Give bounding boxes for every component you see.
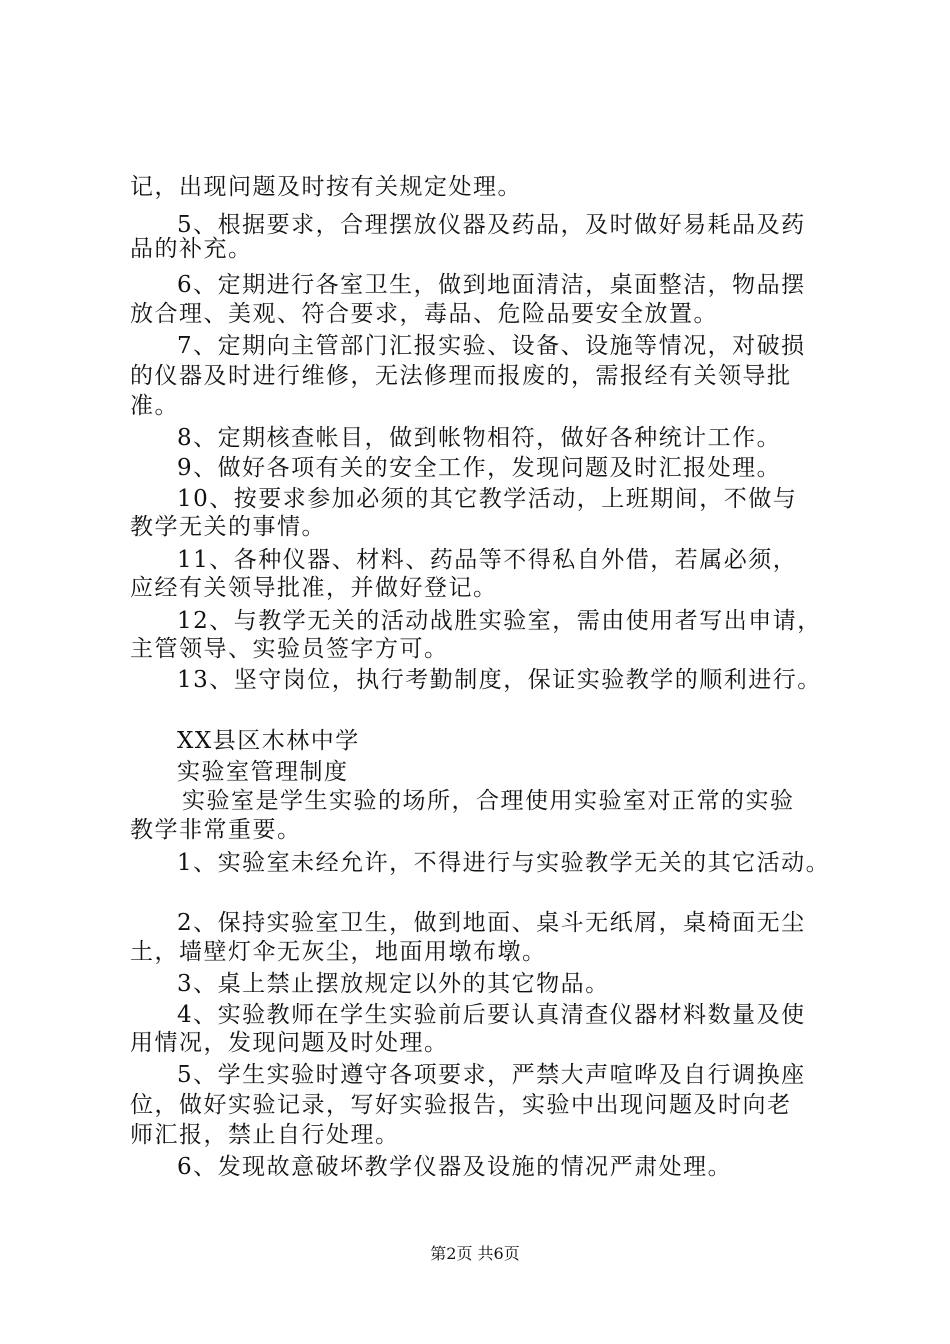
text-line: 10、按要求参加必须的其它教学活动，上班期间，不做与	[177, 486, 798, 512]
text-line: 用情况，发现问题及时处理。	[130, 1030, 449, 1056]
text-line: 2、保持实验室卫生，做到地面、桌斗无纸屑，桌椅面无尘	[177, 910, 806, 936]
text-line: 主管领导、实验员签字方可。	[130, 636, 449, 662]
text-line: 实验室是学生实验的场所，合理使用实验室对正常的实验	[182, 788, 795, 814]
text-line: 师汇报，禁止自行处理。	[130, 1122, 400, 1148]
text-line: 9、做好各项有关的安全工作，发现问题及时汇报处理。	[177, 455, 782, 481]
text-line: 教学无关的事情。	[130, 514, 326, 540]
text-line: 5、学生实验时遵守各项要求，严禁大声喧哗及自行调换座	[177, 1062, 806, 1088]
page-footer: 第2页 共6页	[430, 1244, 520, 1263]
text-line: 6、发现故意破坏教学仪器及设施的情况严肃处理。	[177, 1154, 733, 1180]
text-line: 12、与教学无关的活动战胜实验室，需由使用者写出申请，	[177, 608, 822, 634]
text-line: 1、实验室未经允许，不得进行与实验教学无关的其它活动。	[177, 850, 831, 876]
text-line: 位，做好实验记录，写好实验报告，实验中出现问题及时向老	[130, 1092, 792, 1118]
text-line: 11、各种仪器、材料、药品等不得私自外借，若属必须，	[177, 547, 798, 573]
text-line: 品的补充。	[130, 236, 253, 262]
text-line: 5、根据要求，合理摆放仪器及药品，及时做好易耗品及药	[177, 212, 806, 238]
text-line: 的仪器及时进行维修，无法修理而报废的，需报经有关领导批	[130, 363, 792, 389]
text-line: 土，墙壁灯伞无灰尘，地面用墩布墩。	[130, 939, 547, 965]
text-line: 4、实验教师在学生实验前后要认真清查仪器材料数量及使	[177, 1002, 806, 1028]
section-title: 实验室管理制度	[177, 759, 349, 785]
text-line: 准。	[130, 393, 179, 419]
text-line: 教学非常重要。	[130, 817, 302, 843]
text-line: 13、坚守岗位，执行考勤制度，保证实验教学的顺利进行。	[177, 667, 822, 693]
school-name: XX县区木林中学	[177, 728, 360, 754]
text-line: 应经有关领导批准，并做好登记。	[130, 575, 498, 601]
text-line: 3、桌上禁止摆放规定以外的其它物品。	[177, 971, 610, 997]
text-line: 记，出现问题及时按有关规定处理。	[130, 174, 522, 200]
text-line: 8、定期核查帐目，做到帐物相符，做好各种统计工作。	[177, 425, 782, 451]
text-line: 7、定期向主管部门汇报实验、设备、设施等情况，对破损	[177, 333, 806, 359]
text-line: 6、定期进行各室卫生，做到地面清洁，桌面整洁，物品摆	[177, 272, 806, 298]
text-line: 放合理、美观、符合要求，毒品、危险品要安全放置。	[130, 301, 718, 327]
